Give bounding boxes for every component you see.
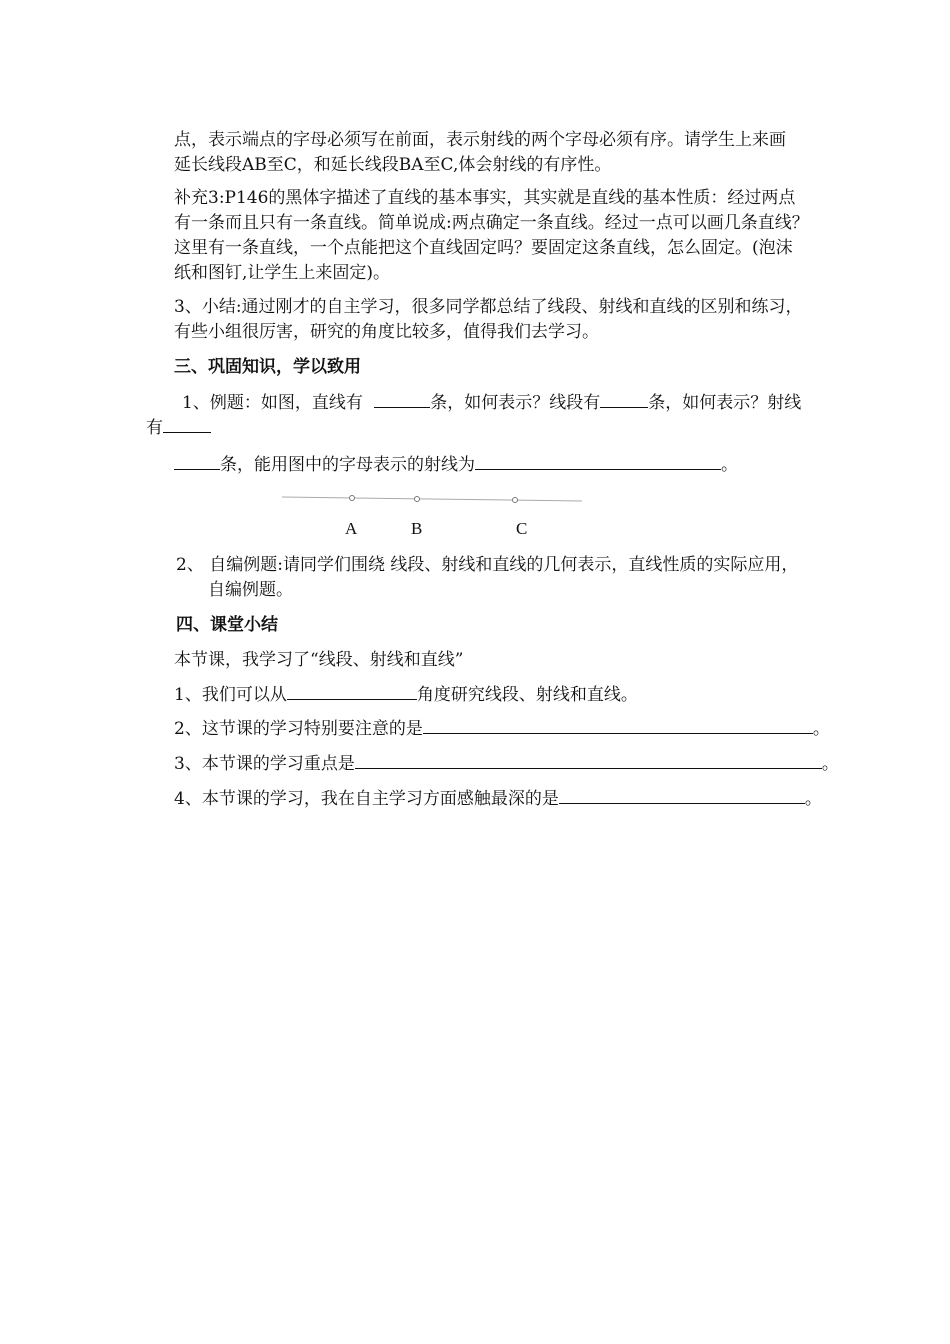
question-text: 。 <box>812 719 830 739</box>
answer-blank[interactable] <box>559 785 805 804</box>
example1-text: 条，能用图中的字母表示的射线为 <box>220 455 475 475</box>
question-text: 2、这节课的学习特别要注意的是 <box>174 719 423 739</box>
answer-blank[interactable] <box>287 681 417 700</box>
summary-question <box>174 750 839 776</box>
question-text: 4、本节课的学习，我在自主学习方面感触最深的是 <box>174 789 559 809</box>
straight-line <box>282 497 582 501</box>
answer-blank[interactable] <box>600 389 648 408</box>
point-c <box>513 498 518 503</box>
answer-blank[interactable] <box>374 389 430 408</box>
point-b <box>415 497 420 502</box>
question-text: 1、我们可以从 <box>174 685 287 705</box>
example1-line <box>174 451 738 477</box>
example1-line <box>146 414 211 440</box>
supplement-line: 有一条而且只有一条直线。简单说成:两点确定一条直线。经过一点可以画几条直线？ <box>174 213 809 233</box>
answer-blank[interactable] <box>174 451 220 470</box>
summary-line: 有些小组很厉害，研究的角度比较多，值得我们去学习。 <box>174 322 599 342</box>
example1-text: 条，如何表示？线段有 <box>430 393 601 413</box>
point-label-b: B <box>411 519 423 538</box>
question-text: 角度研究线段、射线和直线。 <box>416 685 638 705</box>
supplement-line: 补充3:P146的黑体字描述了直线的基本事实，其实就是直线的基本性质：经过两点 <box>174 188 796 208</box>
summary-intro: 本节课，我学习了“线段、射线和直线” <box>174 650 464 670</box>
answer-blank[interactable] <box>355 750 822 769</box>
summary-question <box>174 681 638 707</box>
example1-text: 1、例题：如图，直线有 <box>182 393 363 413</box>
answer-blank[interactable] <box>423 715 813 734</box>
example1-line <box>182 389 801 415</box>
paragraph-line: 延长线段AB至C，和延长线段BA至C,体会射线的有序性。 <box>174 155 612 175</box>
summary-question <box>174 715 830 741</box>
question-text: 3、本节课的学习重点是 <box>174 754 355 774</box>
point-label-a: A <box>345 519 358 538</box>
example2-line: 自编例题。 <box>208 580 293 600</box>
point-a <box>350 496 355 501</box>
example1-text: 。 <box>721 455 738 475</box>
line-figure <box>280 488 600 548</box>
question-text: 。 <box>804 789 822 809</box>
example1-text: 有 <box>146 418 163 438</box>
section-heading: 三、巩固知识，学以致用 <box>174 357 361 377</box>
paragraph-line: 点，表示端点的字母必须写在前面，表示射线的两个字母必须有序。请学生上来画 <box>174 130 786 150</box>
answer-blank[interactable] <box>475 451 721 470</box>
summary-question <box>174 785 822 811</box>
example2-line: 2、 自编例题:请同学们围绕 线段、射线和直线的几何表示，直线性质的实际应用， <box>176 555 799 575</box>
example1-text: 条，如何表示？射线 <box>648 393 802 413</box>
question-text: 。 <box>821 754 839 774</box>
answer-blank[interactable] <box>163 414 211 433</box>
supplement-line: 这里有一条直线，一个点能把这个直线固定吗？要固定这条直线，怎么固定。(泡沫 <box>174 238 793 258</box>
supplement-line: 纸和图钉,让学生上来固定)。 <box>174 263 391 283</box>
summary-line: 3、小结:通过刚才的自主学习，很多同学都总结了线段、射线和直线的区别和练习， <box>174 297 803 317</box>
point-label-c: C <box>516 519 528 538</box>
section-heading: 四、课堂小结 <box>176 615 278 635</box>
